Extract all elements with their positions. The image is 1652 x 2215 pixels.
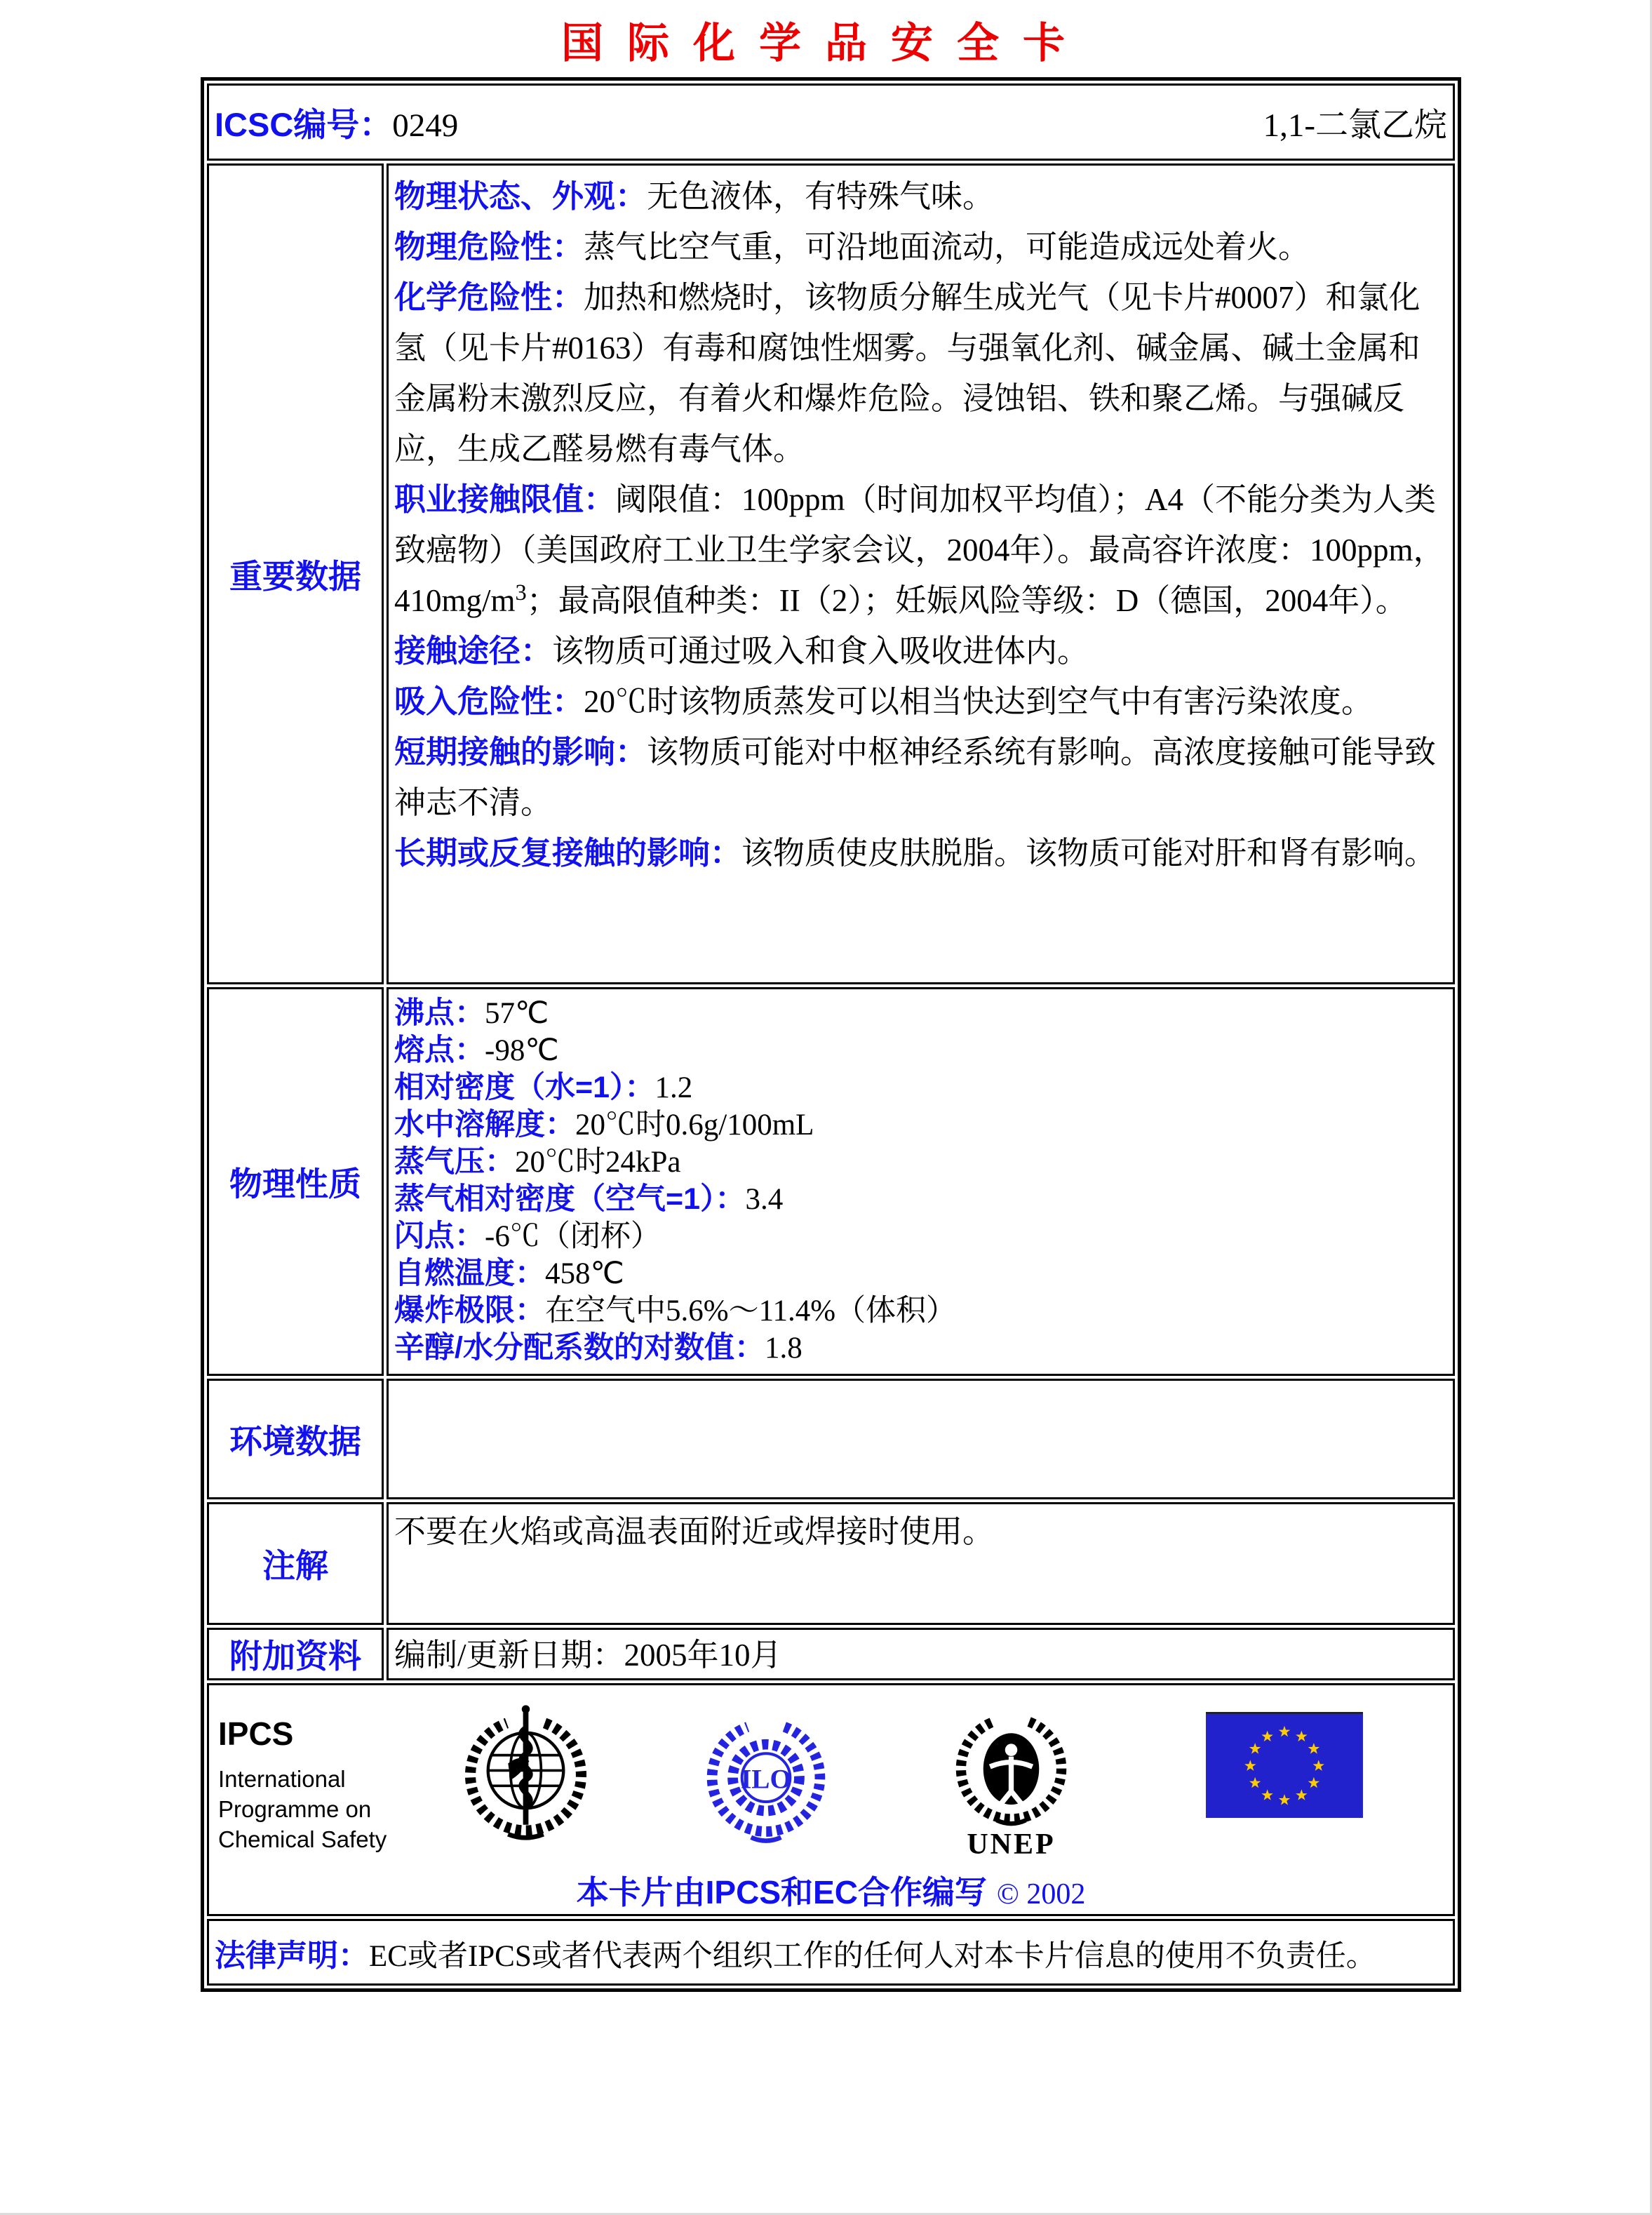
field-physical-danger: [394, 222, 1446, 272]
field-label: 闪点：: [394, 1219, 485, 1253]
important-data-content: [387, 163, 1455, 984]
field-long-term-effects: [394, 828, 1446, 878]
icsc-number-group: [215, 99, 458, 146]
additional-info-row: [207, 1628, 1455, 1680]
additional-info-content: 编制/更新日期：2005年10月: [387, 1628, 1455, 1680]
ipcs-line: Programme on: [218, 1796, 372, 1822]
header-row: [207, 83, 1455, 161]
copyright-text: © 2002: [996, 1878, 1086, 1910]
field-octanol-water-partition: [394, 1330, 1446, 1367]
field-physical-state: [394, 171, 1446, 222]
ilo-emblem-icon: [703, 1706, 829, 1850]
field-relative-density: [394, 1069, 1446, 1106]
field-inhalation-risk: [394, 676, 1446, 727]
header-cell: [207, 83, 1455, 161]
field-text: 该物质可能对中枢神经系统有影响。高浓度接触可能导致神志不清。: [394, 735, 1437, 820]
chemical-name: 1,1-二氯乙烷: [1263, 107, 1447, 144]
who-emblem-icon: [461, 1702, 591, 1849]
field-text: 57℃: [485, 997, 549, 1030]
field-text: 该物质使皮肤脱脂。该物质可能对肝和肾有影响。: [741, 836, 1437, 871]
notes-row: [207, 1502, 1455, 1625]
field-label: 熔点：: [394, 1033, 485, 1067]
row-label-physical-properties: 物理性质: [207, 987, 384, 1376]
field-text: ；最高限值种类：II（2）；妊娠风险等级：D（德国，2004年）。: [526, 583, 1407, 618]
environmental-data-row: [207, 1379, 1455, 1499]
field-label: 自燃温度：: [394, 1257, 545, 1290]
field-boiling-point: [394, 995, 1446, 1032]
field-label: 沸点：: [394, 996, 485, 1030]
footer-caption: [210, 1867, 1452, 1913]
notes-content: 不要在火焰或高温表面附近或焊接时使用。: [387, 1502, 1455, 1625]
field-label: 蒸气压：: [394, 1145, 515, 1179]
row-label-notes: 注解: [207, 1502, 384, 1625]
field-label: 物理危险性：: [394, 229, 584, 265]
eu-flag-icon: [1206, 1712, 1363, 1821]
icsc-number-label: ICSC编号：: [215, 105, 393, 143]
field-short-term-effects: [394, 727, 1446, 828]
physical-properties-row: [207, 987, 1455, 1376]
field-label: 职业接触限值：: [394, 481, 616, 517]
field-label: 长期或反复接触的影响：: [394, 835, 742, 871]
field-label: 辛醇/水分配系数的对数值：: [394, 1331, 765, 1365]
legal-label: 法律声明：: [215, 1938, 369, 1973]
unep-label: UNEP: [967, 1828, 1056, 1861]
field-text: 该物质可通过吸入和食入吸收进体内。: [552, 634, 1089, 669]
row-label-additional-info: 附加资料: [207, 1628, 384, 1680]
field-text: 20℃时该物质蒸发可以相当快达到空气中有害污染浓度。: [584, 684, 1374, 719]
row-label-environmental-data: 环境数据: [207, 1379, 384, 1499]
legal-cell: [207, 1919, 1455, 1986]
field-autoignition-temperature: [394, 1255, 1446, 1292]
field-label: 爆炸极限：: [394, 1294, 545, 1327]
field-text: 20℃时24kPa: [515, 1146, 681, 1179]
unep-emblem-icon: [950, 1704, 1073, 1861]
field-label: 短期接触的影响：: [394, 734, 647, 770]
field-text: 3.4: [745, 1183, 784, 1216]
field-exposure-routes: [394, 626, 1446, 676]
legal-text: EC或者IPCS或者代表两个组织工作的任何人对本卡片信息的使用不负责任。: [369, 1939, 1376, 1973]
legal-row: [207, 1919, 1455, 1986]
field-text: 458℃: [545, 1257, 624, 1290]
environmental-data-content: [387, 1379, 1455, 1499]
ipcs-line: International: [218, 1766, 346, 1792]
physical-properties-content: [387, 987, 1455, 1376]
ipcs-acronym: IPCS: [218, 1715, 294, 1752]
field-label: 接触途径：: [394, 633, 553, 669]
field-text: 1.8: [764, 1332, 803, 1365]
row-label-important-data: 重要数据: [207, 163, 384, 984]
icsc-number-value: 0249: [392, 107, 459, 144]
ilo-monogram: ILO: [740, 1764, 792, 1795]
field-label: 化学危险性：: [394, 279, 584, 315]
field-text: 加热和燃烧时，该物质分解生成光气（见卡片#0007）和氯化氢（见卡片#0163）有毒和腐蚀性烟雾。与强氧化剂、碱金属、碱土金属和金属粉末激烈反应，有着火和爆炸危险。浸蚀铝、铁和聚乙烯。与强碱反应，生成乙醛易燃有毒气体。: [394, 280, 1421, 467]
field-label: 物理状态、外观：: [394, 178, 647, 214]
field-vapor-pressure: [394, 1144, 1446, 1181]
superscript: 3: [515, 580, 527, 605]
ipcs-line: Chemical Safety: [218, 1826, 387, 1852]
field-text: -98℃: [485, 1034, 559, 1067]
field-text: 1.2: [654, 1071, 693, 1104]
field-label: 吸入危险性：: [394, 683, 584, 719]
field-text: -6℃（闭杯）: [485, 1220, 661, 1253]
field-label: 相对密度（水=1）：: [394, 1071, 655, 1104]
important-data-row: [207, 163, 1455, 984]
field-vapor-relative-density: [394, 1181, 1446, 1218]
field-water-solubility: [394, 1106, 1446, 1144]
field-label: 蒸气相对密度（空气=1）：: [394, 1182, 746, 1216]
field-text: 在空气中5.6%～11.4%（体积）: [545, 1294, 957, 1327]
field-flash-point: [394, 1218, 1446, 1255]
field-occupational-limits: [394, 474, 1446, 626]
page-title: 国际化学品安全卡: [561, 20, 1089, 67]
field-chemical-danger: [394, 272, 1446, 474]
ipcs-block: [218, 1715, 394, 1854]
field-text: 蒸气比空气重，可沿地面流动，可能造成远处着火。: [584, 229, 1310, 265]
field-explosive-limits: [394, 1292, 1446, 1330]
field-melting-point: [394, 1032, 1446, 1069]
field-label: 水中溶解度：: [394, 1108, 575, 1142]
field-text: 无色液体，有特殊气味。: [647, 179, 995, 214]
field-text: 阈限值：100ppm（时间加权平均值）；A4（不能分类为人类致癌物）（美国政府工业卫生学家会议，2004年）。最高容许浓度：100ppm，410mg/m: [394, 482, 1445, 618]
field-text: 20℃时0.6g/100mL: [575, 1109, 814, 1142]
footer-cell: [207, 1683, 1455, 1916]
caption-text: 本卡片由IPCS和EC合作编写: [576, 1874, 987, 1910]
footer-row: [207, 1683, 1455, 1916]
icsc-card-table: [201, 77, 1461, 1992]
